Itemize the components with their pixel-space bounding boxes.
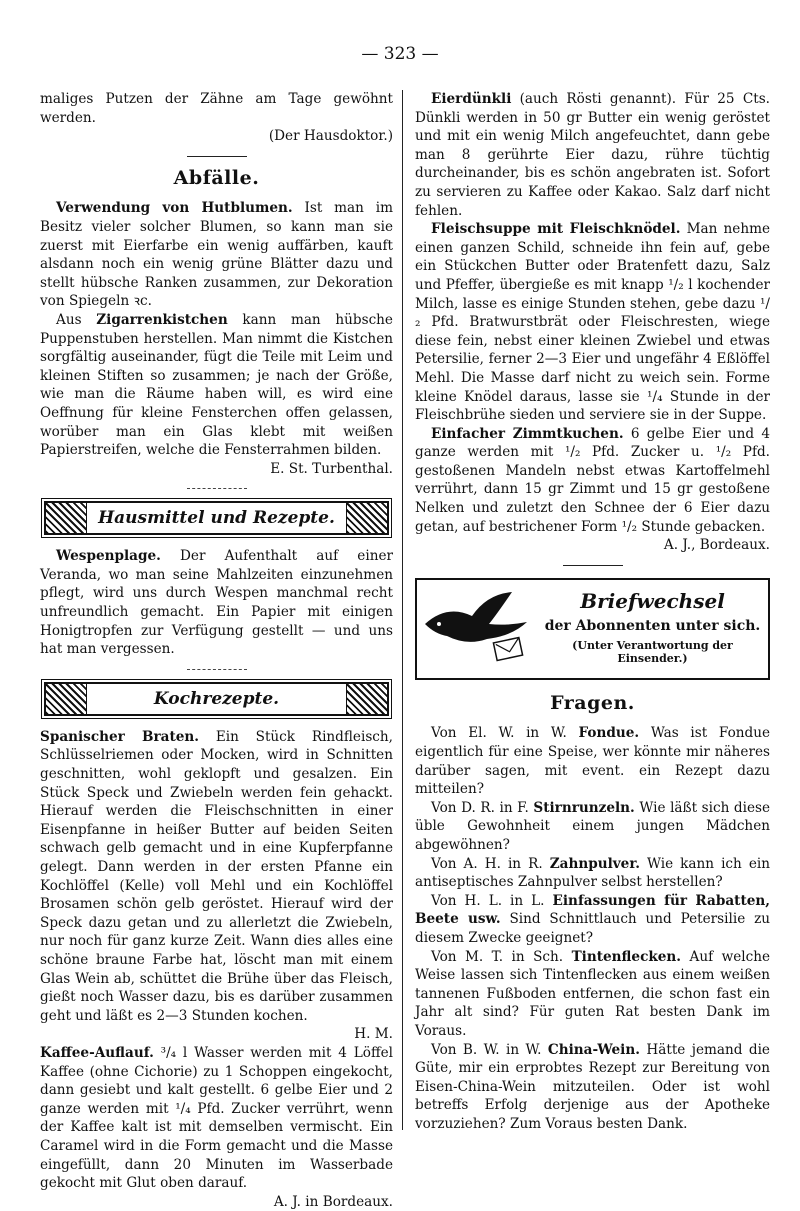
- recipe-kaffee-auflauf: [40, 1044, 393, 1211]
- section-banner-hausmittel: [44, 501, 389, 535]
- question-fondue: [415, 724, 770, 798]
- section-title-fragen: Fragen.: [550, 691, 635, 714]
- recipe-spanischer-braten: [40, 728, 393, 1044]
- question-author: Von H. L. in L.: [431, 892, 545, 909]
- question-heading: Stirnrunzeln.: [533, 799, 635, 816]
- question-author: Von A. H. in R.: [431, 855, 543, 872]
- recipe-signature: A. J., Bordeaux.: [663, 537, 770, 554]
- separator: [187, 488, 247, 489]
- recipe-heading: Spanischer Braten.: [40, 728, 200, 745]
- recipe-text: ³/₄ l Wasser werden mit 4 Löffel Kaffee (ohne Cichorie) zu 1 Schoppen eingekocht, dann gesiebt und kalt gestellt. 6 gelbe Eier und 2 ganze werden mit ¹/₄ Pfd. Zucker verrührt, wenn der Kaffee kalt ist mit demselben vermischt. Ein Caramel wird in die Form gemacht und die Masse eingefüllt, dann 20 Minuten im Wasserbade gekocht mit Glut oben darauf.: [40, 1044, 393, 1192]
- article-text: Der Aufenthalt auf einer Veranda, wo man seine Mahlzeiten einzunehmen pflegt, wird uns durch Wespen manchmal recht unfreundlich gemacht. Ein Papier mit einigen Honigtropfen zur Verfügung gestellt — und uns hat man vergessen.: [40, 548, 393, 658]
- recipe-text: Man nehme einen ganzen Schild, schneide ihn fein auf, gebe ein Stückchen Butter oder Bratenfett dazu, Salz und Pfeffer, übergieße es mit knapp ¹/₂ l kochender Milch, lasse es einige Stunden stehen, gebe dazu ¹/₂ Pfd. Bratwurstbrät oder Fleischresten, wiege diese fein, nebst einer kleinen Zwiebel und etwas Petersilie, ferner 2—3 Eier und ungefähr 4 Eßlöffel Mehl. Die Masse darf nicht zu weich sein. Forme kleine Knödel daraus, lasse sie ¹/₄ Stunde in der Fleischbrühe sieden und serviere sie in der Suppe.: [415, 221, 771, 424]
- bird-with-letter-icon: [417, 584, 537, 674]
- question-text: Wie kann ich ein antiseptisches Zahnpulver selbst herstellen?: [415, 855, 770, 891]
- question-author: Von D. R. in F.: [431, 799, 529, 816]
- recipe-signature: A. J. in Bordeaux.: [273, 1193, 393, 1210]
- question-author: Von El. W. in W.: [431, 725, 567, 742]
- intro-signature: (Der Hausdoktor.): [268, 128, 393, 145]
- briefwechsel-title: Briefwechsel: [580, 589, 725, 614]
- question-heading: Zahnpulver.: [549, 855, 640, 872]
- question-author: Von M. T. in Sch.: [431, 948, 564, 965]
- article-heading: Zigarrenkistchen: [96, 311, 228, 328]
- article-text: kann man hübsche Puppenstuben herstellen. Man nimmt die Kistchen sorgfältig auseinander, fügt die Teile mit Leim und kleinen Stiften so zusammen; je nach der Größe, wie man die Räume haben will, es wird eine Oeffnung für kleine Fensterchen offen gelassen, worüber man ein Glas klebt mit weißen Papierstreifen, welche die Fensterrahmen bilden.: [40, 311, 393, 459]
- article-signature: E. St. Turbenthal.: [270, 460, 393, 477]
- recipe-eierduenkli: [415, 90, 770, 220]
- question-zahnpulver: [415, 855, 770, 892]
- separator: [187, 669, 247, 670]
- left-column: [40, 90, 393, 1211]
- briefwechsel-note: (Unter Verantwortung der Einsender.): [572, 639, 733, 666]
- recipe-zimmtkuchen: [415, 425, 770, 555]
- separator: [187, 156, 247, 157]
- question-heading: Fondue.: [578, 725, 640, 742]
- question-text: Wie läßt sich diese üble Gewohnheit einem jungen Mädchen abgewöhnen?: [415, 799, 771, 853]
- recipe-heading: Kaffee-Auflauf.: [40, 1044, 154, 1061]
- question-heading: Tintenflecken.: [571, 948, 682, 965]
- section-title-abfaelle: Abfälle.: [173, 166, 260, 189]
- question-text: Was ist Fondue eigentlich für eine Speise, wer könnte mir näheres darüber sagen, mit event. ein Rezept dazu mitteilen?: [415, 725, 771, 798]
- ornament-icon: [46, 503, 87, 533]
- question-author: Von B. W. in W.: [431, 1041, 542, 1058]
- recipe-heading: Einfacher Zimmtkuchen.: [431, 425, 624, 442]
- recipe-signature: H. M.: [354, 1026, 393, 1043]
- question-text: Sind Schnittlauch und Petersilie zu diesem Zwecke geeignet?: [415, 911, 770, 946]
- article-hutblumen: [40, 199, 393, 311]
- section-banner-kochrezepte: [44, 682, 389, 716]
- ornament-icon: [46, 684, 87, 714]
- question-heading: Einfassungen für Rabatten, Beete usw.: [415, 892, 770, 928]
- question-text: Hätte jemand die Güte, mir ein erprobtes Rezept zur Bereitung von Eisen-China-Wein mitzuteilen. Oder ist wohl betreffs Erfolg derjenige aus der Apotheke vorzuziehen? Zum Voraus besten Dank.: [415, 1041, 770, 1132]
- question-heading: China-Wein.: [547, 1041, 640, 1058]
- right-column: [415, 90, 770, 1134]
- briefwechsel-subtitle: der Abonnenten unter sich.: [544, 617, 761, 634]
- question-einfassungen: [415, 892, 770, 948]
- separator: [563, 565, 623, 566]
- briefwechsel-banner: [415, 578, 770, 680]
- page-number: — 323 —: [361, 44, 439, 64]
- question-stirnrunzeln: [415, 799, 770, 855]
- briefwechsel-text: [537, 589, 768, 666]
- column-divider: [402, 90, 403, 1130]
- recipe-fleischsuppe: [415, 220, 770, 425]
- question-china-wein: [415, 1041, 770, 1134]
- recipe-heading: Eierdünkli: [431, 91, 512, 107]
- recipe-text: Ein Stück Rindfleisch, Schlüsselriemen oder Mocken, wird in Schnitten geschnitten, wohl geklopft und gesalzen. Ein Stück Speck und Zwiebeln werden fein gehackt. Hierauf werden die Fleischschnitten in einer Eisenpfanne in heißer Butter auf beiden Seiten schwach gelb gemacht und in eine Kupferpfanne gelegt. Dann werden in der ersten Pfanne ein Kochlöffel (Kelle) voll Mehl und ein Kochlöffel Brosamen schön gelb geröstet. Hierauf wird der Speck dazu getan und zu allerletzt die Zwiebeln, nur noch für ganz kurze Zeit. Wann dies alles eine schöne braune Farbe hat, löscht man mit einem Glas Wein ab, schüttet die Brühe über das Fleisch, gießt noch Wasser dazu, bis es darüber zusammen geht und läßt es 2—3 Stunden kochen.: [40, 728, 393, 1024]
- ornament-icon: [346, 503, 387, 533]
- article-prefix: Aus: [56, 311, 82, 328]
- ornament-icon: [346, 684, 387, 714]
- banner-title: Kochrezepte.: [153, 688, 280, 709]
- article-zigarrenkistchen: [40, 311, 393, 478]
- article-heading: Verwendung von Hutblumen.: [56, 200, 293, 217]
- article-wespenplage: [40, 547, 393, 659]
- article-heading: Wespenplage.: [56, 548, 161, 565]
- article-text: Ist man im Besitz vieler solcher Blumen, so kann man sie zuerst mit Eierfarbe ein wenig auffärben, kauft alsdann noch ein wenig grüne Blätter dazu und stellt hübsche Ranken zusammen, zur Dekoration von Spiegeln ꝛc.: [40, 200, 393, 310]
- recipe-heading: Fleischsuppe mit Fleischknödel.: [431, 221, 681, 238]
- intro-paragraph: [40, 90, 393, 146]
- recipe-text: (auch Rösti genannt). Für 25 Cts. Dünkli werden in 50 gr Butter ein wenig geröstet und mit ein wenig Milch angefeuchtet, dann gebe man 8 gerührte Eier dazu, rühre tüchtig durcheinander, bis es schön angebraten ist. Sofort zu servieren zu Kaffee oder Kakao. Salz darf nicht fehlen.: [415, 91, 770, 219]
- banner-title: Hausmittel und Rezepte.: [98, 507, 335, 528]
- recipe-text: 6 gelbe Eier und 4 ganze werden mit ¹/₂ Pfd. Zucker u. ¹/₂ Pfd. gestoßenen Mandeln nebst etwas Kartoffelmehl verrührt, dann 15 gr Zimmt und 15 gr gestoßene Nelken und zuletzt den Schnee der 6 Eier dazu getan, auf bestrichener Form ¹/₂ Stunde gebacken.: [415, 425, 770, 535]
- question-tintenflecken: [415, 948, 770, 1041]
- question-text: Auf welche Weise lassen sich Tintenflecken aus einem weißen tannenen Fußboden entfernen, die schon fast ein Jahr alt sind? Für guten Rat besten Dank im Voraus.: [415, 948, 771, 1039]
- intro-text: maliges Putzen der Zähne am Tage gewöhnt werden.: [40, 91, 393, 126]
